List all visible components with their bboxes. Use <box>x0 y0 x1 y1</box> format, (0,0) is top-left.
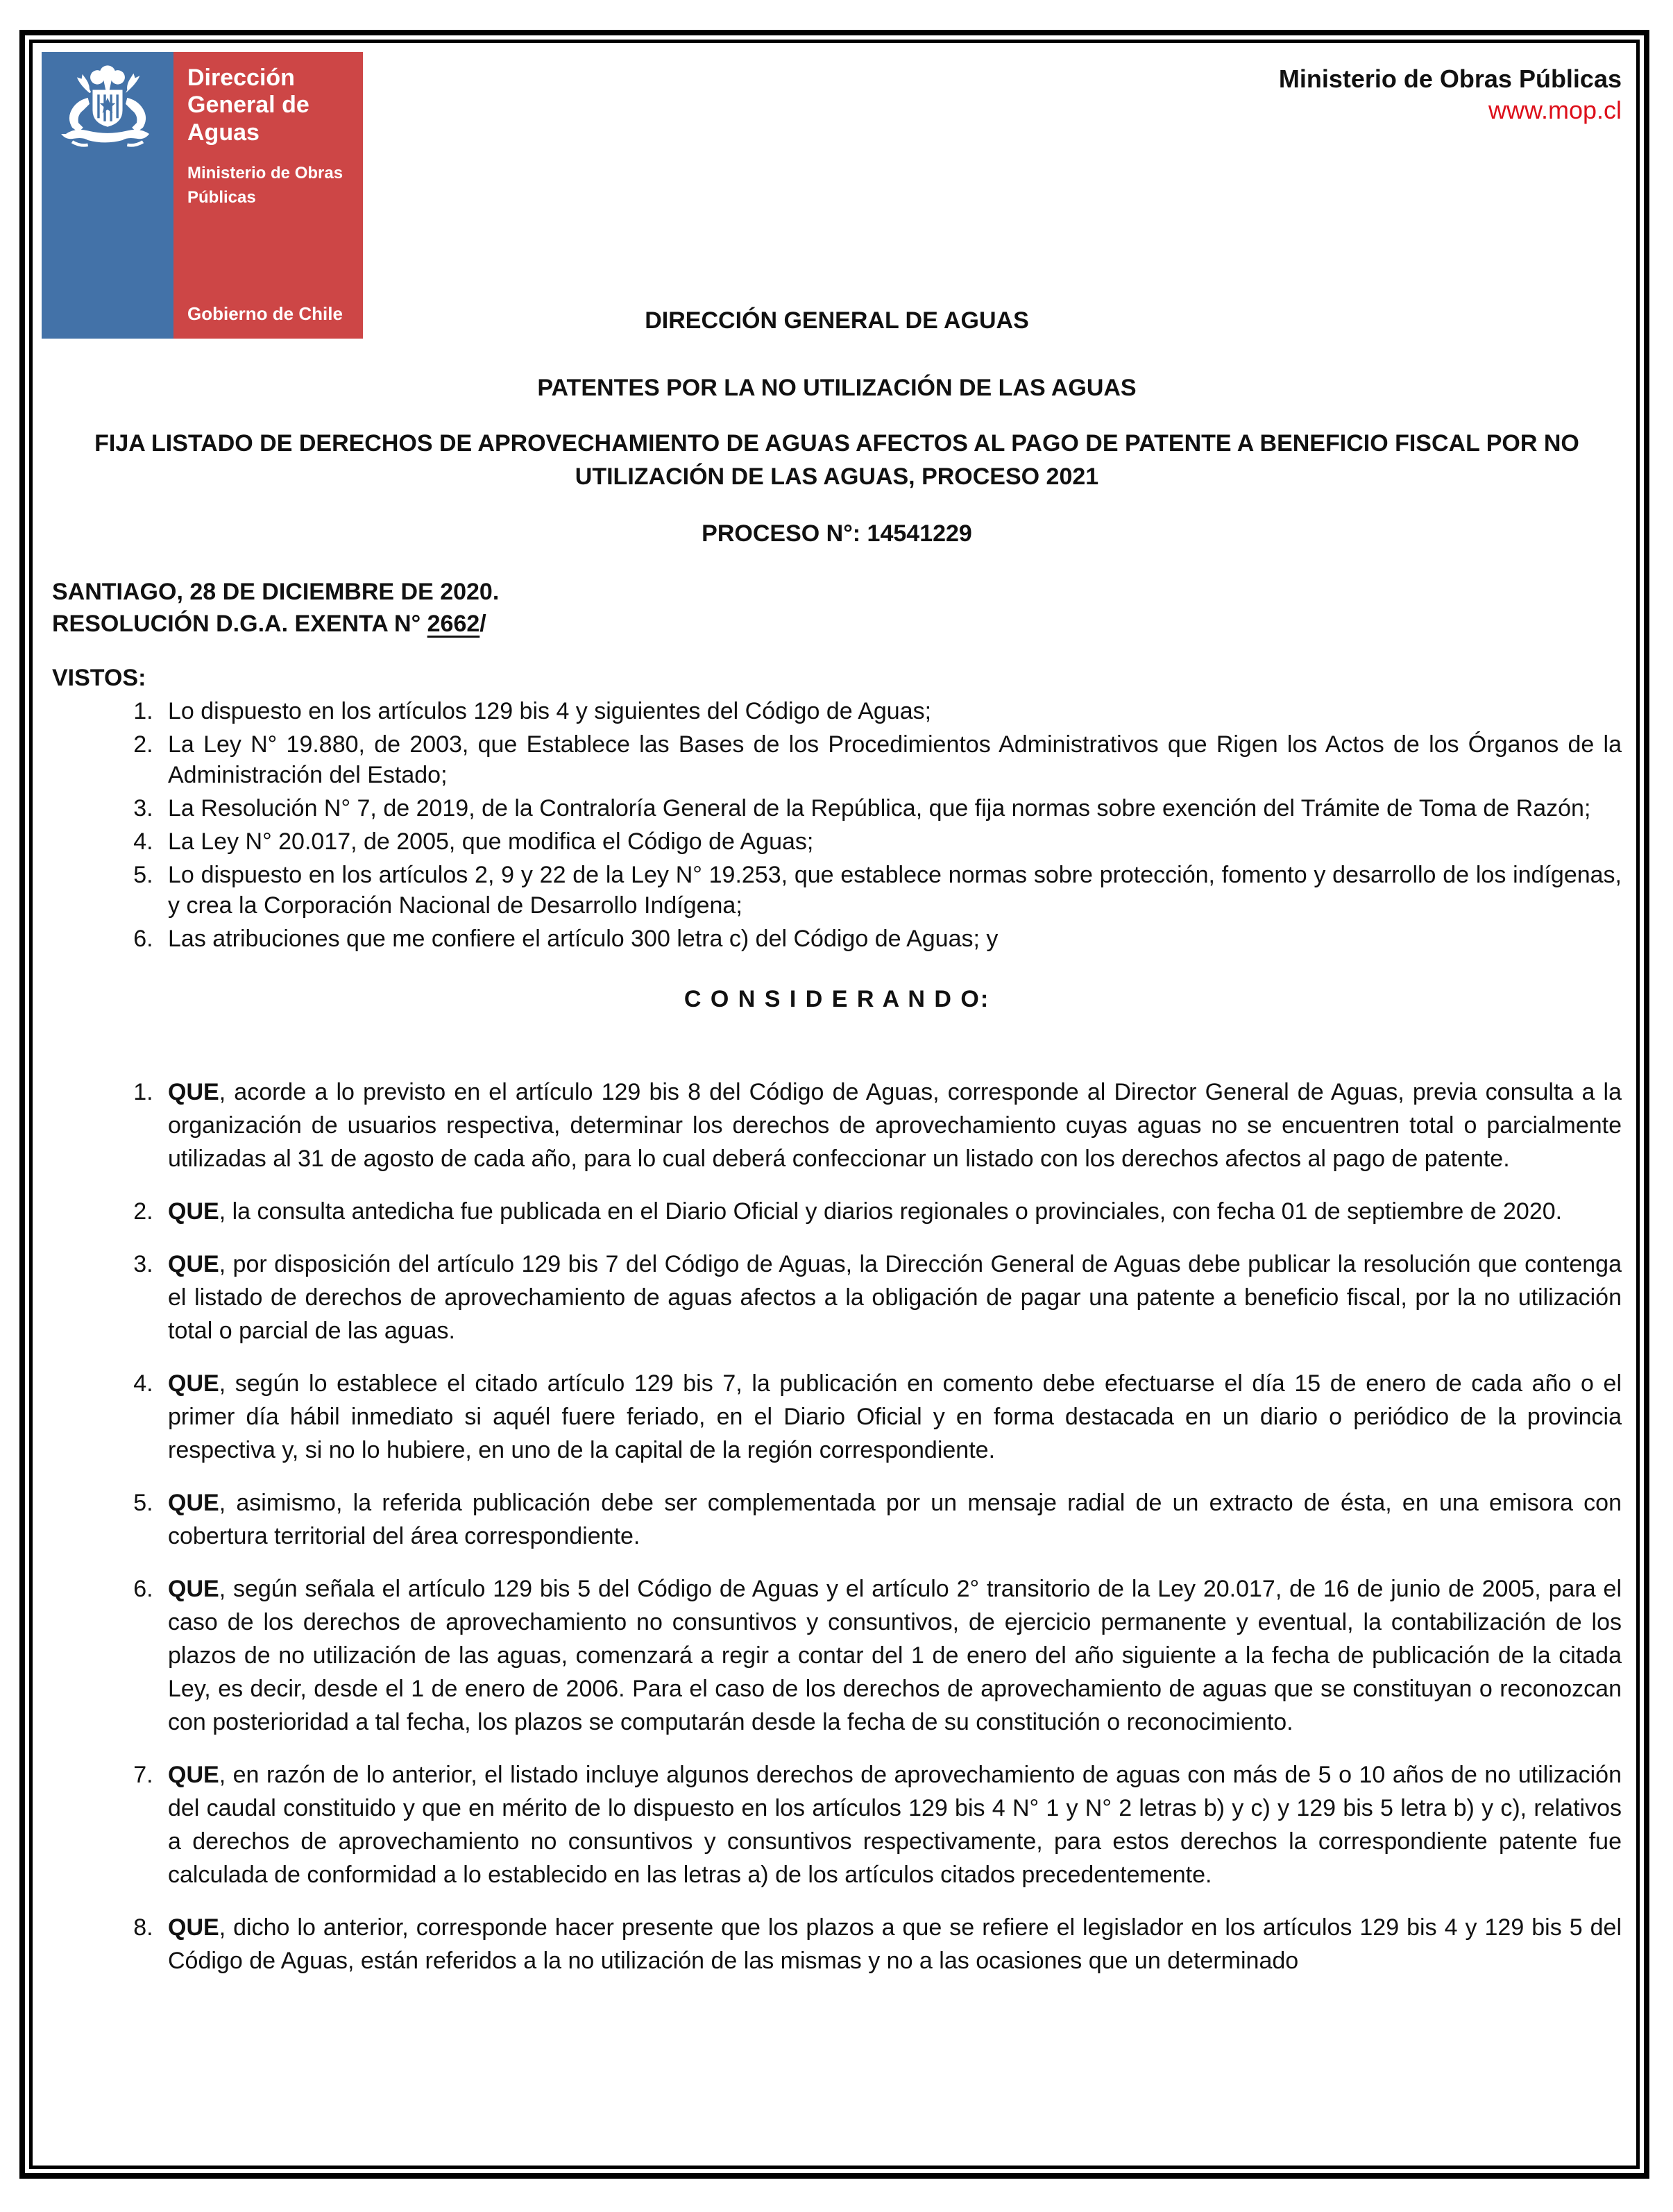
document-title-fija: FIJA LISTADO DE DERECHOS DE APROVECHAMIENTO DE AGUAS AFECTOS AL PAGO DE PATENTE A BENEFICIO FISCAL POR NO UTILIZACIÓN DE LAS AGUAS, PROCESO 2021 <box>94 430 1579 490</box>
item-text: , asimismo, la referida publicación debe ser complementada por un mensaje radial de un extracto de ésta, en una emisora con cobertura territorial del área correspondiente. <box>168 1490 1622 1549</box>
list-item <box>160 1248 1622 1347</box>
process-number: PROCESO N°: 14541229 <box>702 520 972 547</box>
header-right-block <box>1279 63 1622 126</box>
coat-of-arms-icon <box>49 63 167 164</box>
item-text: , según lo establece el citado artículo 129 bis 7, la publicación en comento debe efectuarse el día 15 de enero de cada año o el primer día hábil inmediato si aquél fuere feriado, en el Diario Oficial y en forma destacada en un diario o periódico de la provincia respectiva y, si no lo hubiere, en uno de la capital de la región correspondiente. <box>168 1370 1622 1463</box>
vistos-list <box>52 696 1622 954</box>
logo-red-panel <box>173 52 363 339</box>
logo-ministry-name: Ministerio de Obras Públicas <box>187 164 343 207</box>
que-lead: QUE <box>168 1370 219 1397</box>
item-text: , en razón de lo anterior, el listado incluye algunos derechos de aprovechamiento de aguas con más de 5 o 10 años de no utilización del caudal constituido y que en mérito de lo dispuesto en los artículos 129 bis 4 N° 1 y N° 2 letras b) y c) y 129 bis 5 letra b) y c), relativos a derechos de aprovechamiento no consuntivos y consuntivos respectivamente, para estos derechos la correspondiente patente fue calculada de conformidad a lo establecido en las letras a) de los artículos citados precedentemente. <box>168 1762 1622 1888</box>
logo-government-name: Gobierno de Chile <box>187 303 343 324</box>
resolution-number: 2662 <box>427 611 480 637</box>
list-item <box>160 1367 1622 1467</box>
website-url: www.mop.cl <box>1488 96 1622 124</box>
list-item: 3. La Resolución N° 7, de 2019, de la Contraloría General de la República, que fija normas sobre exención del Trámite de Toma de Razón; <box>160 793 1622 824</box>
list-item <box>160 1075 1622 1175</box>
list-item <box>160 1911 1622 1977</box>
vistos-heading: VISTOS: <box>52 665 146 691</box>
resolution-label: RESOLUCIÓN D.G.A. EXENTA N° <box>52 611 427 637</box>
que-lead: QUE <box>168 1079 219 1105</box>
que-lead: QUE <box>168 1198 219 1225</box>
list-item: 4. La Ley N° 20.017, de 2005, que modifica el Código de Aguas; <box>160 826 1622 857</box>
que-lead: QUE <box>168 1251 219 1277</box>
list-item: 1. Lo dispuesto en los artículos 129 bis 4 y siguientes del Código de Aguas; <box>160 696 1622 726</box>
dga-logo <box>42 52 363 339</box>
list-item: 5. Lo dispuesto en los artículos 2, 9 y 22 de la Ley N° 19.253, que establece normas sobre protección, fomento y desarrollo de los indígenas, y crea la Corporación Nacional de Desarrollo Indígena; <box>160 860 1622 921</box>
logo-blue-panel <box>42 52 173 339</box>
document-title-direccion: DIRECCIÓN GENERAL DE AGUAS <box>645 307 1029 334</box>
que-lead: QUE <box>168 1490 219 1516</box>
item-text: , la consulta antedicha fue publicada en el Diario Oficial y diarios regionales o provinciales, con fecha 01 de septiembre de 2020. <box>219 1198 1563 1225</box>
item-text: , según señala el artículo 129 bis 5 del Código de Aguas y el artículo 2° transitorio de la Ley 20.017, de 16 de junio de 2005, para el caso de los derechos de aprovechamiento no consuntivos y consuntivos, de ejercicio permanente y eventual, la contabilización de los plazos de no utilización de las aguas, comenzará a regir a contar del 1 de enero del año siguiente a la fecha de publicación de la citada Ley, es decir, desde el 1 de enero de 2006. Para el caso de los derechos de aprovechamiento de aguas que se constituyan o reconozcan con posterioridad a tal fecha, los plazos se computarán desde la fecha de su constitución o reconocimiento. <box>168 1576 1622 1735</box>
considerando-list <box>52 1075 1622 1977</box>
list-item <box>160 1195 1622 1228</box>
que-lead: QUE <box>168 1914 219 1941</box>
considerando-heading: C O N S I D E R A N D O: <box>683 986 990 1012</box>
city-date: SANTIAGO, 28 DE DICIEMBRE DE 2020. <box>52 579 500 605</box>
list-item: 2. La Ley N° 19.880, de 2003, que Establece las Bases de los Procedimientos Administrativos que Rigen los Actos de los Órganos de la Administración del Estado; <box>160 729 1622 790</box>
item-text: , dicho lo anterior, corresponde hacer presente que los plazos a que se refiere el legislador en los artículos 129 bis 4 y 129 bis 5 del Código de Aguas, están referidos a la no utilización de las mismas y no a las ocasiones que un determinado <box>168 1914 1622 1974</box>
item-text: , por disposición del artículo 129 bis 7 del Código de Aguas, la Dirección General de Aguas debe publicar la resolución que contenga el listado de derechos de aprovechamiento de aguas afectos a la obligación de pagar una patente a beneficio fiscal, por la no utilización total o parcial de las aguas. <box>168 1251 1622 1344</box>
list-item <box>160 1486 1622 1553</box>
resolution-meta <box>52 576 1622 640</box>
resolution-suffix: / <box>479 611 486 637</box>
list-item <box>160 1758 1622 1891</box>
que-lead: QUE <box>168 1576 219 1602</box>
page-border-outer <box>19 30 1649 2179</box>
que-lead: QUE <box>168 1762 219 1788</box>
letterhead <box>52 52 1622 339</box>
ministry-name: Ministerio de Obras Públicas <box>1278 65 1622 93</box>
list-item: 6. Las atribuciones que me confiere el artículo 300 letra c) del Código de Aguas; y <box>160 924 1622 954</box>
list-item <box>160 1572 1622 1739</box>
document-title-patentes: PATENTES POR LA NO UTILIZACIÓN DE LAS AGUAS <box>537 375 1137 401</box>
page-border-inner <box>29 40 1640 2169</box>
item-text: , acorde a lo previsto en el artículo 129 bis 8 del Código de Aguas, corresponde al Director General de Aguas, previa consulta a la organización de usuarios respectiva, determinar los derechos de aprovechamiento cuyas aguas no se encuentren total o parcialmente utilizadas al 31 de agosto de cada año, para lo cual deberá confeccionar un listado con los derechos afectos al pago de patente. <box>168 1079 1622 1172</box>
page-content <box>33 43 1636 2166</box>
logo-agency-name: Dirección General de Aguas <box>187 65 309 146</box>
